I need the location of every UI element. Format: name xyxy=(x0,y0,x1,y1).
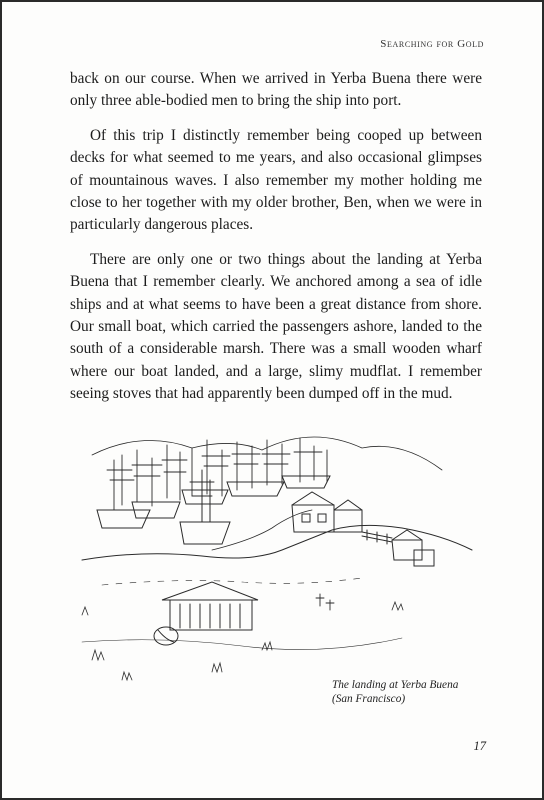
paragraph-1: back on our course. When we arrived in Yerba Buena there were only three able-bodied men to bring the ship into port. xyxy=(70,70,482,110)
body-text xyxy=(70,68,482,418)
barrel xyxy=(154,627,178,645)
page-number: 17 xyxy=(473,739,486,753)
illustration-caption xyxy=(332,678,482,706)
ship-masts xyxy=(107,438,327,510)
caption-line-1: The landing at Yerba Buena xyxy=(332,679,459,691)
caption-line-2: (San Francisco) xyxy=(332,693,406,705)
ship-hulls xyxy=(97,476,330,528)
figures xyxy=(316,594,334,610)
near-ship xyxy=(180,470,230,544)
waterfront-buildings xyxy=(292,492,434,566)
running-head: Searching for Gold xyxy=(380,38,484,50)
harbor-illustration xyxy=(62,410,482,710)
paragraph-3: There are only one or two things about the landing at Yerba Buena that I remember clearly. We anchored among a sea of idle ships and at what seems to have been a great distance from shore. Our small boat, which carried the passengers ashore, landed to the south of a considerable marsh. There was a small wooden wharf where our boat landed, and a large, slimy mudflat. I remember seeing stoves that had apparently been dumped off in the mud. xyxy=(70,250,482,403)
wharf xyxy=(362,530,392,544)
grass-tufts xyxy=(82,602,403,680)
paragraph-2: Of this trip I distinctly remember being cooped up between decks for what seemed to me years, and also occasional glimpses of mountainous waves. I also remember my mother holding me close to her together with my older brother, Ben, when we were in particularly dangerous places. xyxy=(70,126,482,234)
shed xyxy=(162,582,258,630)
